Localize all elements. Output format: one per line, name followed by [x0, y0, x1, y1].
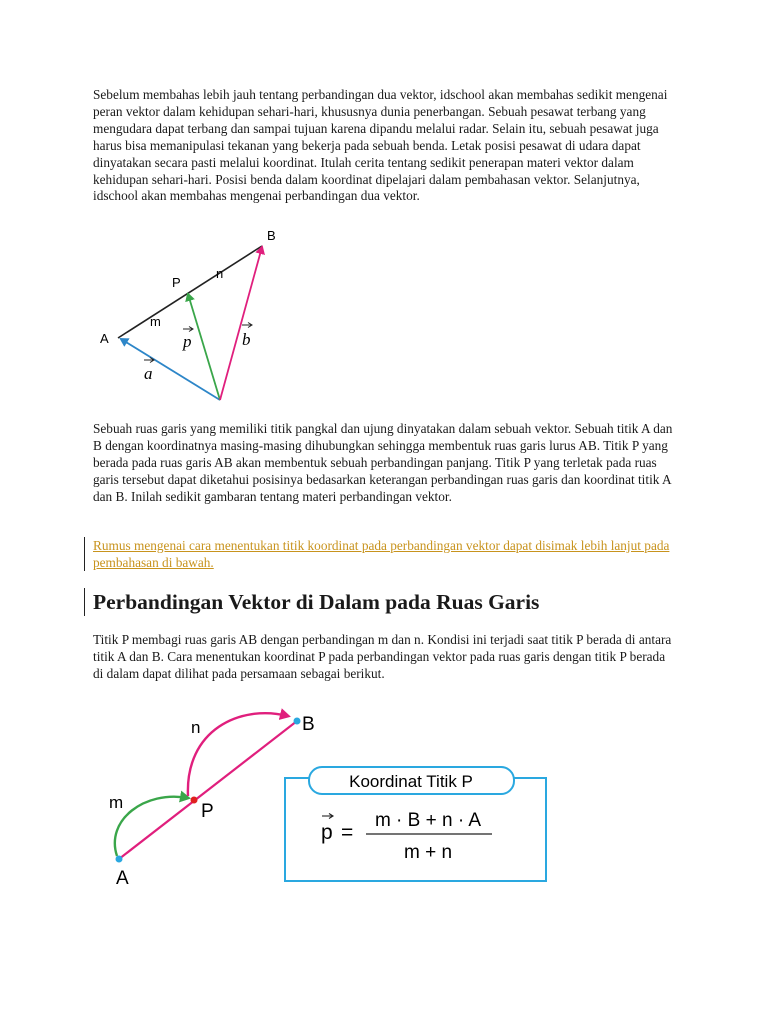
formula-numerator: m · B + n · A	[374, 810, 482, 831]
label-p-point: P	[172, 275, 181, 290]
arc-n	[188, 713, 288, 796]
intro-paragraph: Sebelum membahas lebih jauh tentang perbandingan dua vektor, idschool akan membahas sedikit mengenai peran vektor dalam kehidupan sehari-hari, khususnya dunia penerbangan. Sebuah pesawat terbang yang mengudara dapat terbang dan sampai tujuan karena dipandu melalui radar. Selain itu, sebuah pesawat juga harus bisa memanipulasi tekanan yang bekerja pada sebuah benda. Letak posisi pesawat di udara dapat dinyatakan secara pasti melalui koordinat. Itulah cerita tentang sedikit penerapan materi vektor dalam kehidupan sehari-hari. Posisi benda dalam koordinat dipelajari dalam pembahasan vektor. Selanjutnya, idschool akan membahas mengenai perbandingan dua vektor.	[93, 87, 668, 204]
formula-equals: =	[341, 821, 354, 844]
vector-b-label	[242, 323, 252, 350]
vector-p-label	[182, 327, 193, 352]
point-a-dot	[116, 856, 123, 863]
formula-box	[284, 765, 548, 885]
vector-a-label	[144, 358, 154, 384]
fig2-label-b: B	[302, 714, 315, 735]
vector-p-letter: p	[183, 332, 192, 351]
callout-link[interactable]: Rumus mengenai cara menentukan titik koordinat pada perbandingan vektor dapat disimak lebih lanjut pada pembahasan di bawah.	[93, 538, 670, 570]
point-p-dot	[191, 797, 198, 804]
label-m: m	[150, 314, 161, 329]
vector-explanation-paragraph: Sebuah ruas garis yang memiliki titik pangkal dan ujung dinyatakan dalam sebuah vektor. Sebuah titik A dan B dengan koordinatnya masing-masing dihubungkan sehingga membentuk ruas garis lurus AB. Titik P yang berada pada ruas garis AB akan membentuk sebuah perbandingan panjang. Titik P yang terletak pada ruas garis tersebut dapat diketahui posisinya bedasarkan keterangan perbandingan ruas garis dan koordinat titik A dan B. Inilah sedikit gambaran tentang materi perbandingan vektor.	[93, 421, 673, 504]
vector-triangle-figure	[90, 222, 290, 407]
fig2-label-p: P	[201, 801, 214, 822]
fig2-label-a: A	[116, 868, 129, 889]
label-a-point: A	[100, 331, 109, 346]
vector-b-arrow	[220, 247, 262, 400]
vector-b-letter: b	[242, 330, 251, 349]
section-heading: Perbandingan Vektor di Dalam pada Ruas Garis	[84, 588, 539, 616]
segment-a-to-b	[119, 721, 297, 859]
formula-denominator: m + n	[403, 842, 453, 863]
arc-m	[115, 797, 188, 856]
label-b-point: B	[267, 228, 276, 243]
vector-a-letter: a	[144, 364, 153, 383]
formula-lhs: p	[321, 821, 333, 844]
fig2-label-m: m	[109, 793, 124, 812]
section-paragraph: Titik P membagi ruas garis AB dengan perbandingan m dan n. Kondisi ini terjadi saat titik P berada di antara titik A dan B. Cara menentukan koordinat P pada perbandingan vektor pada ruas garis dengan titik P berada di dalam dapat dilihat pada persamaan sebagai berikut.	[93, 632, 672, 681]
fig2-label-n: n	[191, 718, 201, 737]
label-n: n	[216, 266, 224, 281]
formula-box-title: Koordinat Titik P	[349, 772, 473, 791]
point-b-dot	[294, 718, 301, 725]
formula-callout	[84, 537, 683, 571]
